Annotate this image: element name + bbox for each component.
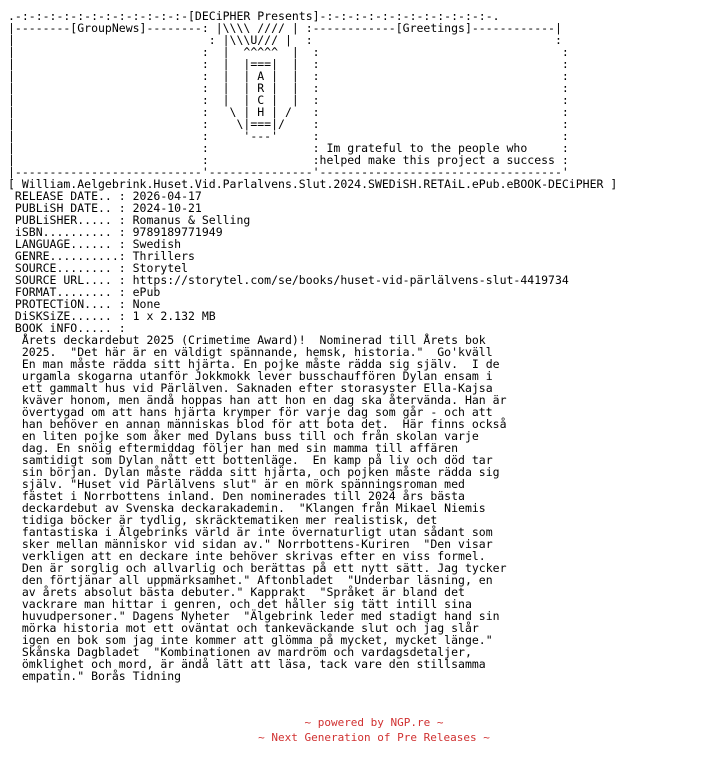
book-info-line: fantastiska i Älgebrinks värld är inte övernaturligt utan sådant som xyxy=(8,525,493,539)
info-value: 2024-10-21 xyxy=(132,201,202,215)
book-info-line: sker mellan människor vid sidan av." Norrbottens-Kuriren "Den visar xyxy=(8,537,493,551)
book-info-line: dag. En snöig eftermiddag följer han med sin mamma till affären xyxy=(8,441,459,455)
nfo-greetings-line: | : :helped make this project a success : xyxy=(8,153,569,167)
book-info-line: En man måste rädda sitt hjärta. En pojke måste rädda sig själv. I de xyxy=(8,357,500,371)
book-info-line: huvudpersoner." Dagens Nyheter "Älgebrink leder med stadigt hand sin xyxy=(8,609,500,623)
nfo-header-line: | : | | A | | : : xyxy=(8,69,569,83)
book-info-line: 2025. "Det här är en väldigt spännande, hemsk, historia." Go'kväll xyxy=(8,345,493,359)
book-info-line: Skånska Dagbladet "Kombinationen av mardröm och vardagsdetaljer, xyxy=(8,645,472,659)
info-value: Swedish xyxy=(132,237,182,251)
nfo-text-block xyxy=(8,10,617,682)
info-key: iSBN.......... : xyxy=(8,225,133,239)
book-info-line: ett gammalt hus vid Pärlälven. Saknaden efter storasyster Ella-Kajsa xyxy=(8,381,493,395)
nfo-header-line: | : \ | H | / : : xyxy=(8,105,569,119)
book-info-line: kväver honom, men ändå hoppas han att hon en dag ska återvända. Han är xyxy=(8,393,507,407)
book-info-line: Den är sorglig och allvarlig och berättas på ett nytt sätt. Jag tycker xyxy=(8,561,507,575)
book-info-line: empatin." Borås Tidning xyxy=(8,669,182,683)
book-info-line: av årets absolut bästa debuter." Kapprakt "Språket är bland det xyxy=(8,585,465,599)
book-info-line: vackrare man hittar i genren, och det håller sig tätt intill sina xyxy=(8,597,472,611)
info-value: 2026-04-17 xyxy=(132,189,202,203)
book-info-line: Årets deckardebut 2025 (Crimetime Award)! Nominerad till Årets bok xyxy=(8,333,486,347)
info-key: GENRE..........: xyxy=(8,249,133,263)
book-info-line: verkligen att en deckare inte behöver skrivas efter en viss formel. xyxy=(8,549,486,563)
nfo-header-line: |---------------------------'---------------'-----------------------------------' xyxy=(8,165,569,179)
info-key: PROTECTiON.... : xyxy=(8,297,133,311)
info-value: Thrillers xyxy=(132,249,195,263)
nfo-header-line: .-:-:-:-:-:-:-:-:-:-:-:-:-[DECiPHER Presents]-:-:-:-:-:-:-:-:-:-:-:-:-. xyxy=(8,9,500,23)
info-key: SOURCE URL.... : xyxy=(8,273,133,287)
info-value: None xyxy=(132,297,161,311)
nfo-header-line: | : '---' : : xyxy=(8,129,569,143)
info-key: PUBLiSH DATE.. : xyxy=(8,201,133,215)
info-key: BOOK iNFO..... : xyxy=(8,321,133,335)
nfo-header-line: | : |\\\U/// | : : xyxy=(8,33,562,47)
book-info-line: urgamla skogarna utanför Jokkmokk lever busschauffören Dylan ensam i xyxy=(8,369,493,383)
book-info-line: samtidigt som Dylan nått ett bottenläge. En kamp på liv och död tar xyxy=(8,453,493,467)
book-info-line: ömklighet och mord, är ändå lätt att läsa, tack vare den stillsamma xyxy=(8,657,486,671)
nfo-header-line: | : | ^^^^^ | : : xyxy=(8,45,569,59)
info-value: Storytel xyxy=(132,261,189,275)
info-key: RELEASE DATE.. : xyxy=(8,189,133,203)
footer-tagline: ~ Next Generation of Pre Releases ~ xyxy=(258,731,490,744)
nfo-header-line: | : | | C | | : : xyxy=(8,93,569,107)
book-info-line: fästet i Norrbottens inland. Den nominerades till 2024 års bästa xyxy=(8,489,465,503)
info-value: https://storytel.com/se/books/huset-vid-pärlälvens-slut-4419734 xyxy=(132,273,569,287)
info-value: 1 x 2.132 MB xyxy=(132,309,216,323)
nfo-header-line: | : | | R | | : : xyxy=(8,81,569,95)
info-value: Romanus & Selling xyxy=(132,213,251,227)
info-key: LANGUAGE...... : xyxy=(8,237,133,251)
book-info-line: deckardebut av Svenska deckarakademin. "Klangen från Mikael Niemis xyxy=(8,501,486,515)
nfo-header-line: | : | |===| | : : xyxy=(8,57,569,71)
release-name: [ William.Aelgebrink.Huset.Vid.Parlalvens.Slut.2024.SWEDiSH.RETAiL.ePub.eBOOK-DECiPHER ] xyxy=(8,177,618,191)
book-info-line: igen en bok som jag inte kommer att glömma på mycket, mycket länge." xyxy=(8,633,493,647)
footer-powered-by: ~ powered by NGP.re ~ xyxy=(304,716,444,729)
info-value: 9789189771949 xyxy=(132,225,223,239)
book-info-line: tidiga böcker är tydlig, skräcktematiken mer realistisk, det xyxy=(8,513,438,527)
book-info-line: den förtjänar all uppmärksamhet." Aftonbladet "Underbar läsning, en xyxy=(8,573,493,587)
info-value: ePub xyxy=(132,285,161,299)
book-info-line: själv. "Huset vid Pärlälvens slut" är en mörk spänningsroman med xyxy=(8,477,465,491)
nfo-header-line: |--------[GroupNews]--------: |\\\\ //// | :------------[Greetings]------------| xyxy=(8,21,562,35)
nfo-greetings-line: | : : Im grateful to the people who : xyxy=(8,141,569,155)
book-info-line: mörka historia mot ett oväntat och tankeväckande slut och jag slår xyxy=(8,621,479,635)
info-key: SOURCE........ : xyxy=(8,261,133,275)
info-key: PUBLiSHER..... : xyxy=(8,213,133,227)
book-info-line: han behöver en annan människas blod för att bota det. Här finns också xyxy=(8,417,507,431)
book-info-line: en liten pojke som åker med Dylans buss till och från skolan varje xyxy=(8,429,479,443)
nfo-header-line: | : \|===|/ : : xyxy=(8,117,569,131)
info-key: FORMAT........ : xyxy=(8,285,133,299)
book-info-line: sin början. Dylan måste rädda sitt hjärta, och pojken måste rädda sig xyxy=(8,465,500,479)
info-key: DiSKSiZE...... : xyxy=(8,309,133,323)
book-info-line: övertygad om att hans hjärta krymper för varje dag som går - och att xyxy=(8,405,493,419)
